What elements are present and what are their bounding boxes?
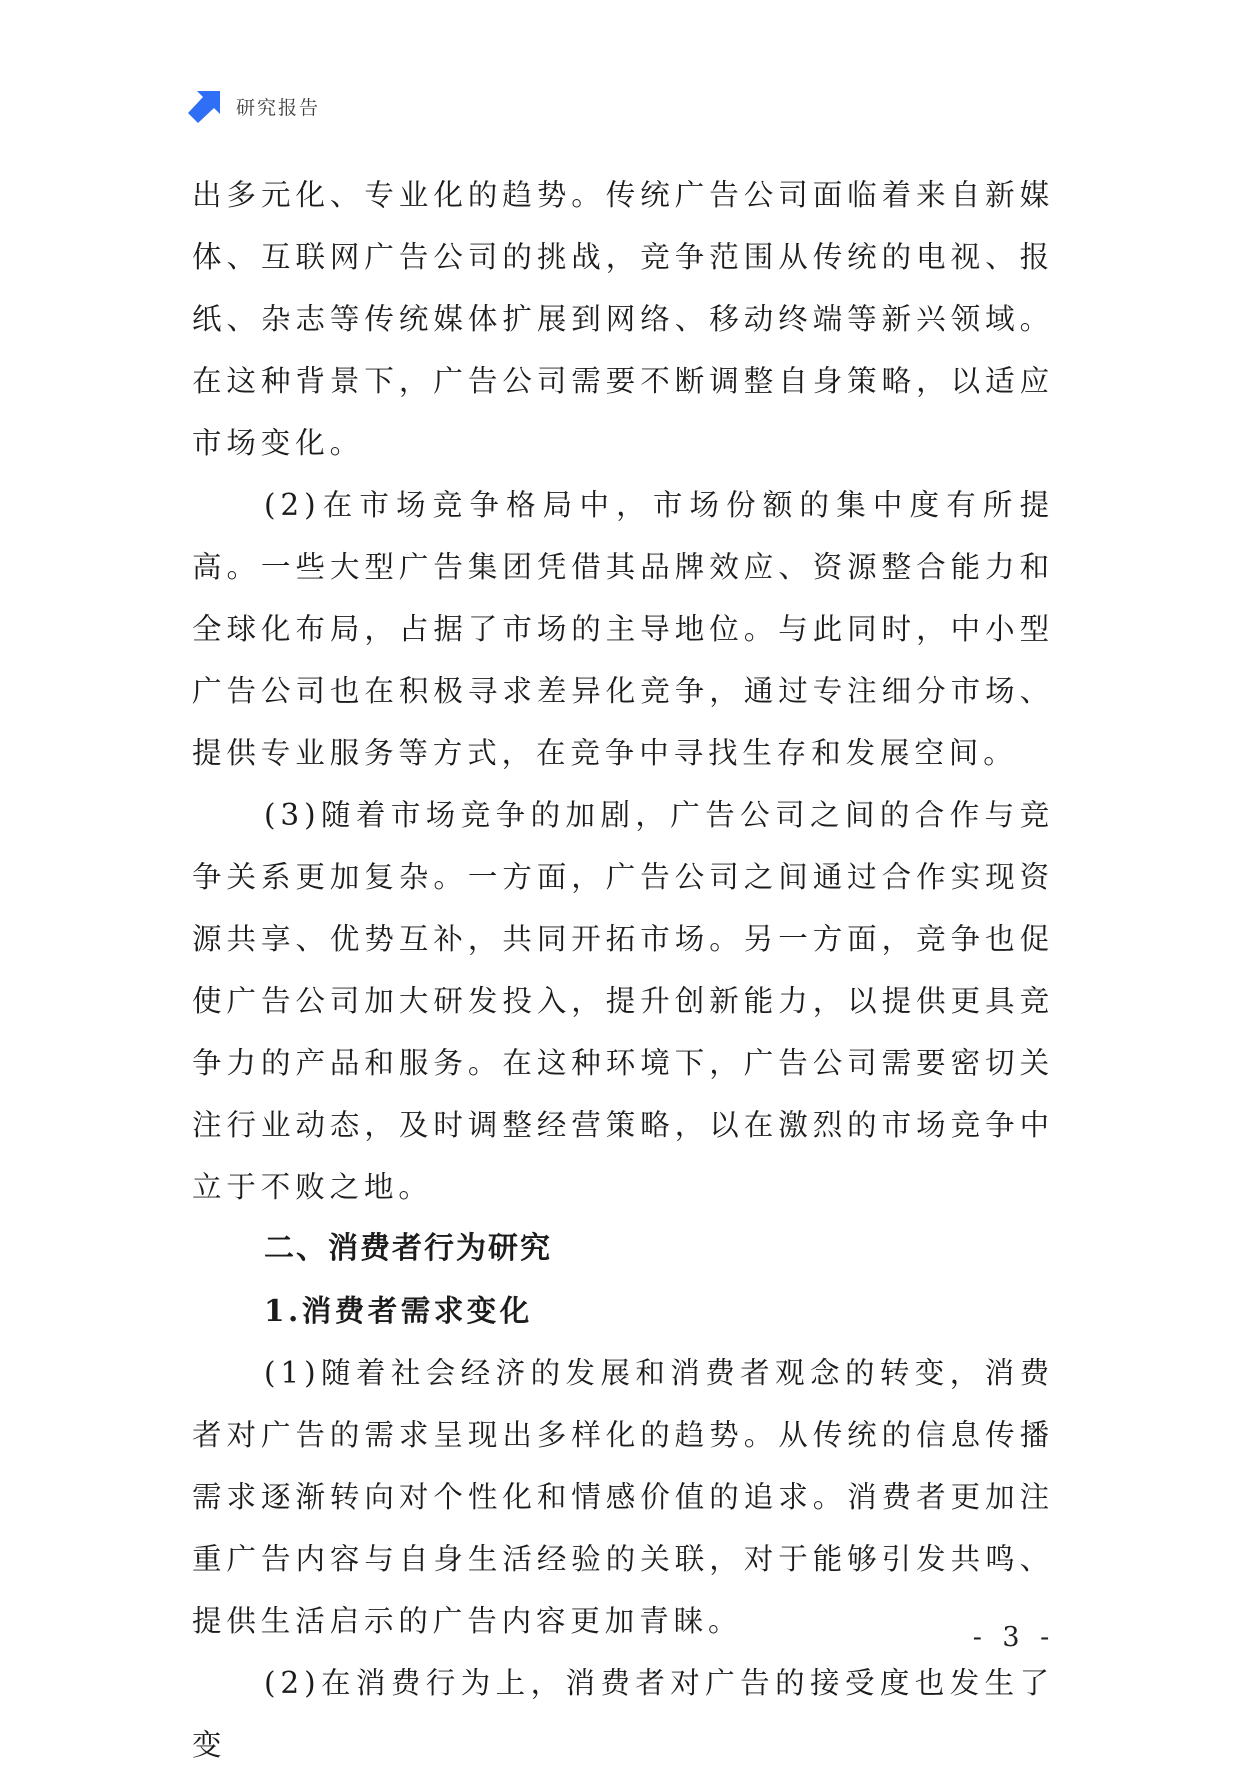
header-title: 研究报告 (236, 96, 321, 119)
body-content (192, 164, 1054, 1776)
arrow-up-right-icon (188, 89, 222, 123)
paragraph-continued: 出多元化、专业化的趋势。传统广告公司面临着来自新媒体、互联网广告公司的挑战，竞争范围从传统的电视、报纸、杂志等传统媒体扩展到网络、移动终端等新兴领域。在这种背景下，广告公司需要不断调整自身策略，以适应市场变化。 (192, 178, 1054, 460)
section-heading: 二、消费者行为研究 (264, 1231, 552, 1266)
paragraph-3: (3)随着市场竞争的加剧，广告公司之间的合作与竞争关系更加复杂。一方面，广告公司之间通过合作实现资源共享、优势互补，共同开拓市场。另一方面，竞争也促使广告公司加大研发投入，提升创新能力，以提供更具竞争力的产品和服务。在这种环境下，广告公司需要密切关注行业动态，及时调整经营策略，以在激烈的市场竞争中立于不败之地。 (192, 798, 1054, 1204)
page-number: - 3 - (972, 1622, 1056, 1653)
paragraph-consumer-1: (1)随着社会经济的发展和消费者观念的转变，消费者对广告的需求呈现出多样化的趋势。从传统的信息传播需求逐渐转向对个性化和情感价值的追求。消费者更加注重广告内容与自身生活经验的关联，对于能够引发共鸣、提供生活启示的广告内容更加青睐。 (192, 1356, 1054, 1638)
page-header (188, 88, 320, 124)
subsection-heading: 1.消费者需求变化 (264, 1293, 533, 1328)
paragraph-2: (2)在市场竞争格局中，市场份额的集中度有所提高。一些大型广告集团凭借其品牌效应、资源整合能力和全球化布局，占据了市场的主导地位。与此同时，中小型广告公司也在积极寻求差异化竞争，通过专注细分市场、提供专业服务等方式，在竞争中寻找生存和发展空间。 (192, 488, 1054, 770)
paragraph-consumer-2: (2)在消费行为上，消费者对广告的接受度也发生了变 (192, 1666, 1054, 1762)
